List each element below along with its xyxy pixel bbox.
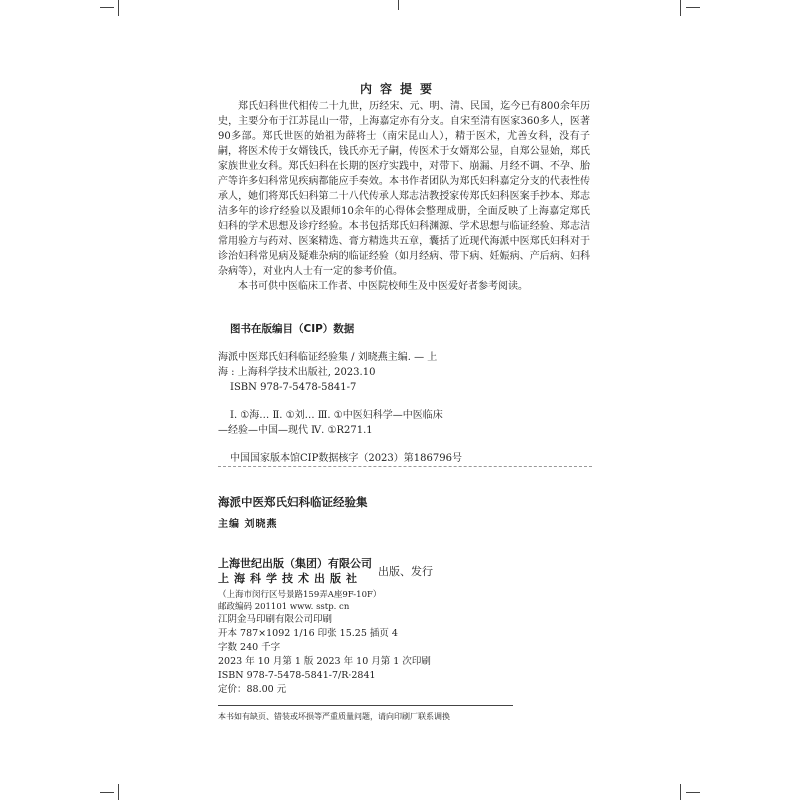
dashed-divider <box>218 466 592 467</box>
crop-mark-bottom-left-v <box>118 784 119 800</box>
printer-line: 江阴金马印刷有限公司印刷 <box>218 614 333 625</box>
crop-mark-top-right-v <box>680 0 681 16</box>
bottom-divider <box>218 705 513 706</box>
crop-mark-bottom-left-h <box>100 792 114 793</box>
crop-mark-top-left-v <box>118 0 119 16</box>
cip-heading: 图书在版编目（CIP）数据 <box>230 323 355 335</box>
publisher-address: （上海市闵行区号景路159弄A座9F-10F） <box>218 590 382 600</box>
publish-action: 出版、发行 <box>378 565 433 578</box>
cip-class-line-1: Ⅰ. ①海… Ⅱ. ①刘… Ⅲ. ①中医妇科学—中医临床 <box>230 410 443 421</box>
word-count-line: 字数 240 千字 <box>218 642 281 653</box>
crop-mark-top-left-h <box>100 7 114 8</box>
publisher-group: 上海世纪出版（集团）有限公司 <box>218 557 372 570</box>
crop-mark-bottom-right-v <box>680 784 681 800</box>
summary-text <box>218 99 590 294</box>
book-title: 海派中医郑氏妇科临证经验集 <box>218 495 368 509</box>
crop-mark-top-right-h <box>686 7 700 8</box>
cip-isbn-line: ISBN 978-7-5478-5841-7 <box>230 382 357 393</box>
cip-data-number: 中国国家版本馆CIP数据核字（2023）第186796号 <box>230 453 462 464</box>
publisher-name: 上海科学技术出版社 <box>218 572 362 585</box>
cip-record <box>218 350 558 466</box>
footnote: 本书如有缺页、错装或坏损等严重质量问题，请向印刷厂联系调换 <box>218 712 450 721</box>
summary-paragraph-2: 本书可供中医临床工作者、中医院校师生及中医爱好者参考阅读。 <box>238 281 528 292</box>
summary-title: 内容提要 <box>359 82 440 96</box>
cip-record-line-2: 海 : 上海科学技术出版社, 2023.10 <box>218 367 376 378</box>
cip-record-line-1: 海派中医郑氏妇科临证经验集 / 刘晓燕主编. — 上 <box>218 352 438 363</box>
crop-mark-bottom-right-h <box>686 792 700 793</box>
format-line: 开本 787×1092 1/16 印张 15.25 插页 4 <box>218 628 398 639</box>
price-line: 定价：88.00 元 <box>218 684 287 695</box>
summary-paragraph-1: 郑氏妇科世代相传二十九世，历经宋、元、明、清、民国，迄今已有800余年历史，主要分布于江苏昆山一带，上海嘉定亦有分支。自宋至清有医家360多人，医著90多部。郑氏世医的始祖为薛将士（南宋昆山人），精于医术，尤善女科，没有子嗣，将医术传于女婿钱氏，钱氏亦无子嗣，传医术于女婿郑公显，自郑公显始，郑氏家族世业女科。郑氏妇科在长期的医疗实践中，对带下、崩漏、月经不调、不孕、胎产等许多妇科常见疾病都能应手奏效。本书作者团队为郑氏妇科嘉定分支的代表性传承人，她们将郑氏妇科第二十八代传承人郑志洁教授家传郑氏妇科医案手抄本、郑志洁多年的诊疗经验以及跟师10余年的心得体会整理成册，全面反映了上海嘉定郑氏妇科的学术思想及诊疗经验。本书包括郑氏妇科渊源、学术思想与临证经验、郑志洁常用验方与药对、医案精选、膏方精选共五章，囊括了近现代海派中医郑氏妇科对于诊治妇科常见病及疑难杂病的临证经验（如月经病、带下病、妊娠病、产后病、妇科杂病等），对业内人士有一定的参考价值。 <box>218 101 590 277</box>
isbn-line: ISBN 978-7-5478-5841-7/R·2841 <box>218 670 376 681</box>
crop-mark-top-center-v <box>398 0 399 10</box>
cip-class-line-2: —经验—中国—现代 Ⅳ. ①R271.1 <box>218 425 373 436</box>
postcode-website: 邮政编码 201101 www. sstp. cn <box>218 602 350 612</box>
edition-line: 2023 年 10 月第 1 版 2023 年 10 月第 1 次印刷 <box>218 656 431 667</box>
editor-line: 主编 刘晓燕 <box>218 519 278 530</box>
